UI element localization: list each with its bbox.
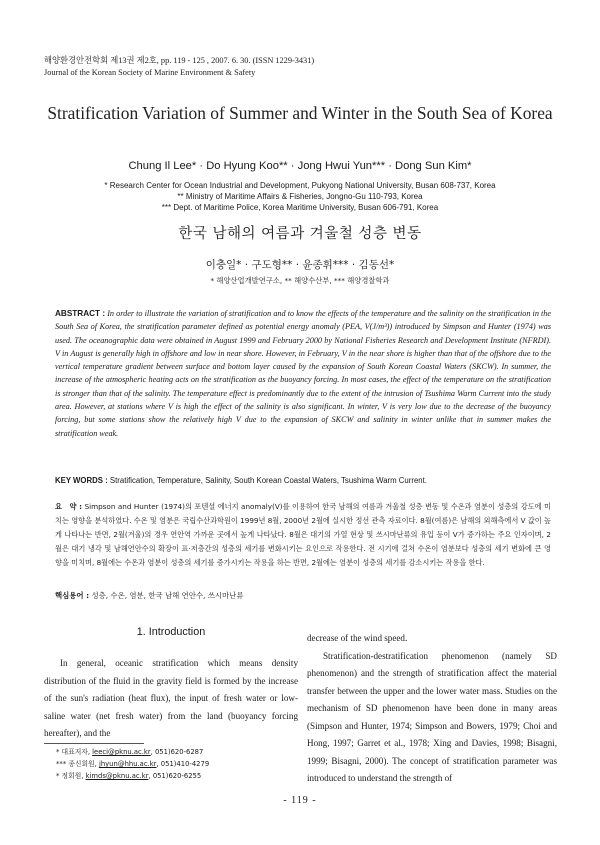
footnote-prefix: *** 종신회원, [56,760,99,768]
abstract-text: In order to illustrate the variation of stratification and to know the effects of the temperature and the salinity on the stratification in the South Sea of Korea, the stratification parameter defined as potential energy anomaly (PEA, V(J/m³)) introduced by Simpson and Hunter (1974) was used. The oceanographic data were obtained in August 1999 and February 2000 by National Fisheries Research and Development Institute (NFRDI). V in August is generally high in offshore and low in near shore. However, in February, V in the near shore is higher than that of the offshore due to the vertical temperature gradient between surface and bottom layer caused by the expansion of South Korean Coastal Waters (SKCW). In summer, the increase of the atmospheric heating acts on the stratification as the buoyancy forcing. In most cases, the effect of the temperature on the stratification is stronger than that of the salinity. The temperature effect is predominantly due to the extent of the intrusion of Tsushima Warm Current into the study area. However, at stations where V is high the effect of the salinity is also significant. In winter, V is very low due to the decrease of the buoyancy forcing, but some stations show the relatively high V due to the expansion of SKCW and salinity in winter unlike that in summer makes the stratification weak. [55,309,552,438]
footnote-phone: , 051)410-4279 [156,760,210,768]
paper-title-korean: 한국 남해의 여름과 겨울철 성층 변동 [178,226,422,242]
abstract-label: ABSTRACT : [55,309,106,318]
section-heading: 1. Introduction [136,626,206,638]
intro-paragraph-right: Stratification-destratification phenomenon (namely SD phenomenon) and the strength of stratification affect the material transfer between the upper and the lower water mass. Studies on the mechanism of SD phenomenon have been done in many areas (Simpson and Hunter, 1974; Simpson and Bowers, 1979; Choi and Hong, 1997; Garret et al., 1978; Xing and Davies, 1998; Bisagni, 1999; Bisagni, 2000). The concept of stratification parameter was introduced to understand the strength of [307,650,557,783]
affiliation-3: *** Dept. of Maritime Police, Korea Maritime University, Busan 606-791, Korea [161,203,439,212]
intro-paragraph-right-continued: decrease of the wind speed. [307,633,408,643]
korean-keywords-label: 핵심용어 : [55,591,90,600]
footnote [56,746,306,758]
footnote-prefix: * 정회원, [56,772,86,780]
footnote-phone: , 051)620-6287 [150,748,204,756]
footnote-email[interactable]: jhyun@hhu.ac.kr [98,760,157,768]
keywords [55,476,551,485]
abstract [55,307,551,440]
korean-abstract-label: 요 약 : [55,502,83,511]
footnote-prefix: * 대표저자, [56,748,93,756]
journal-header-english: Journal of the Korean Society of Marine Environment & Safety [44,68,256,77]
paper-title: Stratification Variation of Summer and Winter in the South Sea of Korea [47,103,553,123]
journal-header-korean: 해양환경안전학회 제13권 제2호, pp. 119 - 125 , 2007. 6. 30. (ISSN 1229-3431) [44,56,315,65]
page-number: - 119 - [283,795,317,806]
footnote [56,770,306,782]
affiliation-2: ** Ministry of Maritime Affairs & Fisheries, Jongno-Gu 110-793, Korea [177,192,423,201]
korean-abstract-text: Simpson and Hunter (1974)의 포텐셜 에너지 anomaly(V)를 이용하여 한국 남해의 여름과 겨울철 성층 변동 및 수온과 염분이 성층의 강도에 미치는 영향을 분석하였다. 수온 및 염분은 국립수산과학원이 1999년 8월, 2000년 2월에 실시한 정선 관측 자료이다. 8월(여름)은 남해의 외해측에서 V 값이 높게 나타나는 반면, 2월(겨울)의 경우 연안역 가까운 곳에서 높게 나타났다. 8월은 대기의 가열 현상 및 쓰시마난류의 유입 등이 V가 증가하는 주요 인자이며, 2월은 대기 냉각 및 남해연안수의 확장이 표·저층간의 성층의 세기를 변화시키는 요인으로 작용한다. 전 시기에 걸쳐 수온이 염분보다 성층의 세기 변화에 큰 영향을 미치며, 8월에는 수온과 염분이 성층의 세기를 증가시키는 작용을 하는 반면, 2월에는 염분이 성층의 세기를 감소시키는 작용을 한다. [55,502,551,568]
authors-korean: 이충일* · 구도형** · 윤종휘*** · 김동선* [205,259,395,271]
korean-keywords [55,590,551,601]
footnote-divider [44,743,144,744]
keywords-text: Stratification, Temperature, Salinity, South Korean Coastal Waters, Tsushima Warm Current. [109,476,427,485]
authors-english: Chung Il Lee* · Do Hyung Koo** · Jong Hwui Yun*** · Dong Sun Kim* [128,160,472,172]
footnote-email[interactable]: leeci@pknu.ac.kr [92,748,151,756]
right-column [307,630,557,788]
footnote [56,758,306,770]
left-column [44,655,298,743]
affiliation-1: * Research Center for Ocean Industrial and Development, Pukyong National University, Busan 608-737, Korea [104,181,496,190]
keywords-label: KEY WORDS : [55,476,108,485]
intro-paragraph-left: In general, oceanic stratification which means density distribution of the fluid in the gravity field is formed by the increase of the sun's radiation (heat flux), the input of fresh water or low-saline water (net fresh water) from the land (buoyancy forcing hereafter), and the [44,658,298,738]
korean-abstract [55,500,551,570]
korean-keywords-text: 성층, 수온, 염분, 한국 남해 연안수, 쓰시마난류 [91,591,244,600]
affiliations-korean: * 해양산업개발연구소, ** 해양수산부, *** 해양경찰학과 [210,276,390,285]
footnotes [56,746,306,782]
footnote-email[interactable]: kimds@pknu.ac.kr [85,772,149,780]
footnote-phone: , 051)620-6255 [148,772,202,780]
